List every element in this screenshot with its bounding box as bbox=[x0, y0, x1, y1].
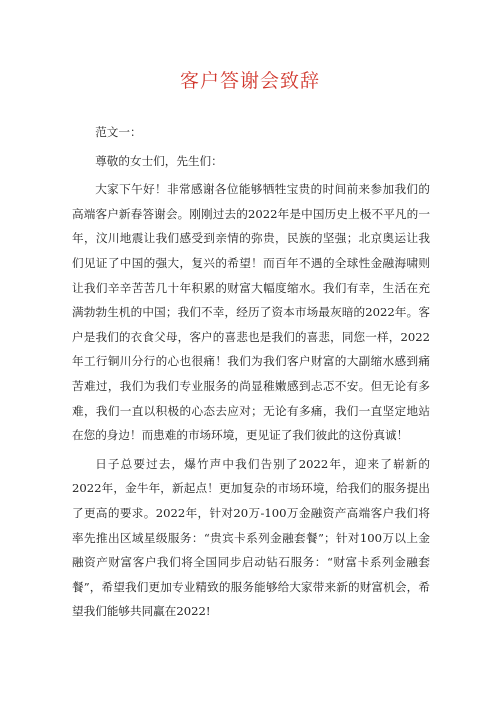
body-paragraph: 日子总要过去，爆竹声中我们告别了2022年，迎来了崭新的2022年，金牛年，新起点！更加复杂的市场环境，给我们的服务提出了更高的要求。2022年，针对20万-100万金融资产高端客户我们将率先推出区域星级服务：“贵宾卡系列金融套餐”；针对100万以上金融资产财富客户我们将全国同步启动钻石服务：“财富卡系列金融套餐”，希望我们更加专业精致的服务能够给大家带来新的财富机会，希望我们能够共同赢在2022! bbox=[72, 456, 430, 619]
example-label: 范文一： bbox=[95, 125, 142, 139]
document-title: 客户答谢会致辞 bbox=[179, 70, 320, 92]
salutation: 尊敬的女士们，先生们： bbox=[95, 153, 223, 168]
document-body bbox=[72, 120, 430, 624]
body-paragraph: 大家下午好！非常感谢各位能够牺牲宝贵的时间前来参加我们的高端客户新春答谢会。刚刚过去的2022年是中国历史上极不平凡的一年，汶川地震让我们感受到亲情的弥贵，民族的坚强；北京奥运让我们见证了中国的强大，复兴的希望！而百年不遇的全球性金融海啸则让我们辛辛苦苦几十年积累的财富大幅度缩水。我们有幸，生活在充满勃勃生机的中国；我们不幸，经历了资本市场最灰暗的2022年。客户是我们的衣食父母，客户的喜悲也是我们的喜悲，同您一样，2022年工行铜川分行的心也很痛！我们为我们客户财富的大副缩水感到痛苦难过，我们为我们专业服务的尚显稚嫩感到忐忑不安。但无论有多难，我们一直以积极的心态去应对；无论有多痛，我们一直坚定地站在您的身边！而患难的市场环境，更见证了我们彼此的这份真诚！ bbox=[72, 182, 430, 443]
